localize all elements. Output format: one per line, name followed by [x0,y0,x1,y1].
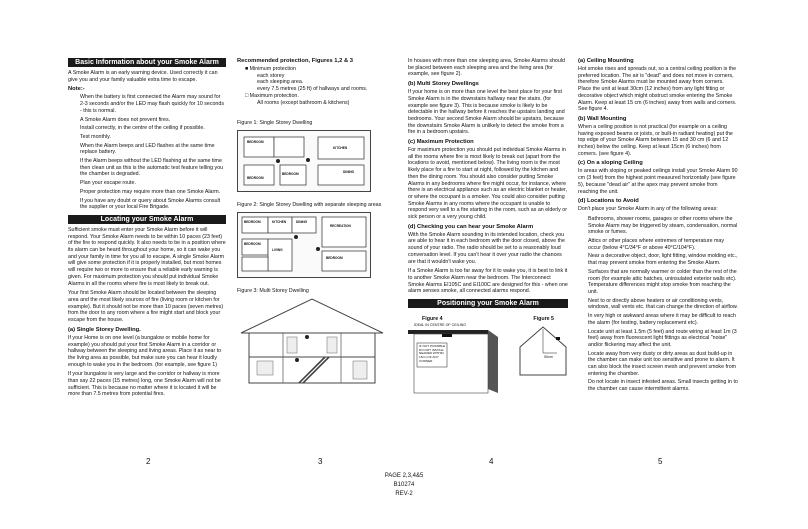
locating-paragraph-2: Your first Smoke Alarm should be located between the sleeping area and the most likely sources of fire (living room or kitchen for example). But it should not be more than 10 paces (seven metres) from the door to any room where a fire might start and block your escape from the house. [68,290,224,324]
figure-3-caption: Figure 3: Multi Storey Dwelling [237,287,309,294]
smoke-alarm-icon [556,337,560,340]
page-number-5: 5 [658,457,663,466]
smoke-alarm-icon [276,159,280,163]
figure-5-label: 90cm [544,354,553,359]
checking-hear-paragraph-2: If a Smoke Alarm is too far away for it to wake you, it is best to link it to another Smoke Alarm near the bedroom. The Interconnect Smoke Alarms EI105C and EI100C are designed for this - when one alarm senses smoke, all connected alarms respond. [408,268,568,295]
figure-4 [408,323,500,395]
positioning-heading: Positioning your Smoke Alarm [408,299,568,308]
checking-hear-paragraph-1: With the Smoke Alarm sounding in its intended location, check you are able to hear it in each bedroom with the door closed, above the sound of your radio. The radio should be set to a reasonably loud conversation level. If you can't hear it over your radio the chances are that it wouldn't wake you. [408,231,565,265]
minimum-item: each storey [257,72,285,79]
avoid-item: Locate unit at least 1.5m (5 feet) and route wiring at least 1m (3 feet) away from fluorescent light fittings as electrical "noise" and/or flickering may affect the unit. [588,328,737,348]
avoid-item: Surfaces that are normally warmer or colder than the rest of the room (for example attic hatches, uninsulated exterior walls etc). Temperature differences might stop smoke from reaching the unit. [588,268,737,295]
locations-avoid-intro: Don't place your Smoke Alarm in any of the following areas: [578,206,718,213]
room-label: BEDROOM [244,241,261,246]
room-label: BEDROOM [244,219,261,224]
avoid-item: Bathrooms, shower rooms, garages or other rooms where the Smoke Alarm may be triggered by steam, condensation, normal smoke or fumes. [588,215,738,236]
figure-1-caption: Figure 1: Single Storey Dwelling [237,120,313,127]
figure-2-floor-plan [237,212,371,278]
smoke-alarm-icon [306,158,310,162]
multi-storey-heading: (b) Multi Storey Dwellings [408,81,479,88]
wall-mounting-paragraph: When a ceiling position is not practical (for example on a ceiling having exposed beams or joists, or built-in radiant heating) put the top edge of your Smoke Alarm between 15 and 30 cm (6 and 12 inches) below the ceiling. Keep at least 15cm (6 inches) from corners. (see figure 4). [578,123,733,157]
avoid-item: Next to or directly above heaters or air conditioning vents, windows, wall vents etc. that can change the direction of airflow. [588,297,738,311]
room-label: DINING [343,169,355,174]
figure-5 [518,323,568,377]
figure-2-caption: Figure 2: Single Storey Dwelling with separate sleeping areas [237,201,382,208]
figure-5-drawing [518,323,568,377]
sloping-ceiling-heading: (c) On a sloping Ceiling [578,160,643,167]
room-label: RECREATION [330,223,351,228]
figure-3-house-drawing [237,297,387,385]
note-item: Plan your escape route. [80,180,136,187]
smoke-alarm-icon [316,247,320,251]
figure-4-5-row [408,323,568,395]
figure-4-5-captions [408,316,568,323]
figure-4-note: IF NOT POSSIBLE DO NOT INSTALL NEARER WITHIN 15cm OF ANY CORNER [419,343,446,363]
room-label: DINING [296,219,308,224]
basic-info-heading: Basic Information about your Smoke Alarm [68,58,226,67]
note-item: Proper protection may require more than one Smoke Alarm. [80,188,221,195]
note-item: When the battery is first connected the Alarm may sound for 2-3 seconds and/or the LED may flash quickly for 10 seconds - this is normal. [80,94,224,114]
maximum-protection-heading: (c) Maximum Protection [408,139,474,146]
column-page-5 [578,58,738,395]
locations-avoid-list [578,216,738,393]
smoke-alarm-icon [294,235,298,239]
minimum-protection-block [237,66,397,106]
avoid-item: Locate away from very dusty or dirty areas as dust build-up in the chamber can make unit too sensitive and prone to alarm. It can also block the insect screen mesh and prevent smoke from entering the chamber. [588,350,737,377]
notes-list [68,94,226,211]
room-label: KITCHEN [272,219,287,224]
maximum-protection-items [245,100,397,107]
separate-sleeping-paragraph: In houses with more than one sleeping area, Smoke Alarms should be placed between each sleeping area and the living area (for example, see figure 2). [408,58,565,78]
single-storey-paragraph-1: If your Home is on one level (a bungalow or mobile home for example) you should put your first Smoke Alarm in a corridor or hallway between the sleeping and living areas. Place it as near to the living area as possible, but make sure you can hear it loudly enough to wake you in the bedroom. (for example, see figure 1) [68,334,222,368]
ceiling-mounting-paragraph: Hot smoke rises and spreads out, so a central ceiling position is the preferred location. The air is "dead" and does not move in corners, therefore Smoke Alarms must be mounted away from corners. Place the unit at least 30cm (12 inches) from any light fitting or decorative object which might obstruct smoke entering the Smoke Alarm. Keep at least 15 cm (6 inches) away from walls and corners. See figure 4. [578,66,737,113]
wall-mounting-heading: (b) Wall Mounting [578,115,627,122]
basic-info-paragraph: A Smoke Alarm is an early warning device. Used correctly it can give you and your family valuable extra time to escape. [68,70,218,83]
avoid-item: Attics or other places where extremes of temperature may occur (below 4°C/34°F or above 40°C/104°F). [588,238,725,251]
figure-1-floor-plan [237,130,371,192]
footer-code: B10274 [393,482,415,488]
minimum-protection-label: ■ Minimum protection [245,66,296,72]
note-item: A Smoke Alarm does not prevent fires. [80,116,171,123]
minimum-protection-items [245,73,397,93]
room-label: BEDROOM [326,255,343,260]
column-page-4 [408,58,568,395]
note-label: Note:- [68,86,85,93]
note-item: If you have any doubt or query about Smoke Alarms consult the supplier or your local Fire Brigade. [80,197,221,211]
smoke-alarm-icon [442,334,452,337]
maximum-item: All rooms (except bathroom & kitchens) [257,99,350,106]
figure-4-ideal-label: IDEAL IN CENTRE OF CEILING [414,322,466,327]
room-label: LIVING [272,247,283,252]
avoid-item: Do not locate in insect infested areas. Small insects getting in to the chamber can cause intermittent alarms. [588,379,738,393]
checking-hear-heading: (d) Checking you can hear your Smoke Alarm [408,223,534,230]
note-item: When the Alarm beeps and LED flashes at the same time replace battery. [80,142,215,156]
avoid-item: In very high or awkward areas where it may be difficult to reach the alarm (for testing, battery replacement etc). [588,313,736,326]
single-storey-paragraph-2: If your bungalow is very large and the corridor or hallway is more than say 22 paces (15 metres) long, one Smoke Alarm will not be sufficient. This is because no matter where it is located it will be more than 7.5 metres from potential fires. [68,371,221,398]
column-page-2 [68,58,226,401]
figure-4-caption: Figure 4 [422,316,443,323]
locating-paragraph-1: Sufficient smoke must enter your Smoke Alarm before it will respond. Your Smoke Alarm needs to be within 10 paces (23 feet) of the fire to respond quickly. It also needs to be in a position where its alarm can be heard throughout your home, so it can wake you and your family in time for you all to escape. A single Smoke Alarm will give some protection if it is properly installed, but most homes will require two or more to ensure that a reliable early warning is given. For maximum protection you should put individual Smoke Alarms in all the rooms where fire is most likely to break out. [68,226,226,287]
room-label: BEDROOM [282,171,299,176]
recommended-protection-heading: Recommended protection, Figures 1,2 & 3 [237,58,353,64]
note-item: Test monthly. [80,133,111,140]
ceiling-mounting-heading: (a) Ceiling Mounting [578,58,634,64]
footer-pages: PAGE 2,3,4&5 [384,473,424,479]
figure-5-caption: Figure 5 [533,316,554,323]
maximum-protection-label: □ Maximum protection. [245,92,299,99]
locations-avoid-heading: (d) Locations to Avoid [578,198,639,205]
locating-heading: Locating your Smoke Alarm [68,215,226,224]
minimum-item: every 7.5 metres (25 ft) of hallways and rooms. [257,86,368,93]
smoke-alarm-icon [295,358,299,362]
room-label: BEDROOM [247,175,264,180]
minimum-item: each sleeping area. [257,79,304,86]
room-label: BEDROOM [247,139,264,144]
avoid-item: Near a decorative object, door, light fitting, window molding etc., that may prevent smoke from entering the Smoke Alarm. [588,253,738,267]
smoke-alarm-icon [305,335,309,339]
page-number-3: 3 [318,457,323,466]
maximum-protection-paragraph: For maximum protection you should put individual Smoke Alarms in all the rooms where fire is most likely to break out (apart from the locations to avoid, mentioned below). The living room is the most likely place for a fire to start at night, followed by the kitchen and then the dining room. You should also consider putting Smoke Alarms in any bedrooms where fire might occur, for instance, where there is an electrical appliance such as an electric blanket or heater, or where the occupant is a smoker. You could also consider putting Smoke Alarms in any rooms where the occupant is unable to respond very well to a fire starting in the room, such as an elderly or sick person or a very young child. [408,147,567,221]
page-number-2: 2 [146,457,151,466]
multi-storey-paragraph: If your home is on more than one level the best place for your first Smoke Alarm is in the downstairs hallway near the stairs. (for example see figure 3). This is because smoke is likely to be detectable in the hallway before it reaches the upstairs landing and bedrooms. Your second Smoke Alarm should be upstairs, because the downstairs Smoke Alarm is unlikely to detect the smoke from a fire in a bedroom upstairs. [408,89,565,136]
document-footer [368,472,440,499]
room-label: KITCHEN [333,145,348,150]
column-page-3 [237,58,397,388]
note-item: If the Alarm beeps without the LED flashing at the same time then clean unit as this is the automatic test feature telling you the chamber is degraded. [80,158,224,178]
sloping-ceiling-paragraph: In areas with sloping or peaked ceilings install your Smoke Alarm 90 cm (3 feet) from the highest point measured horizontally (see figure 5), because "dead air" at the apex may prevent smoke from reaching the unit. [578,168,738,195]
note-item: Install correctly, in the centre of the ceiling if possible. [80,125,205,132]
page-number-4: 4 [489,457,494,466]
single-storey-heading: (a) Single Storey Dwelling. [68,326,141,333]
footer-revision: REV-2 [395,491,413,497]
